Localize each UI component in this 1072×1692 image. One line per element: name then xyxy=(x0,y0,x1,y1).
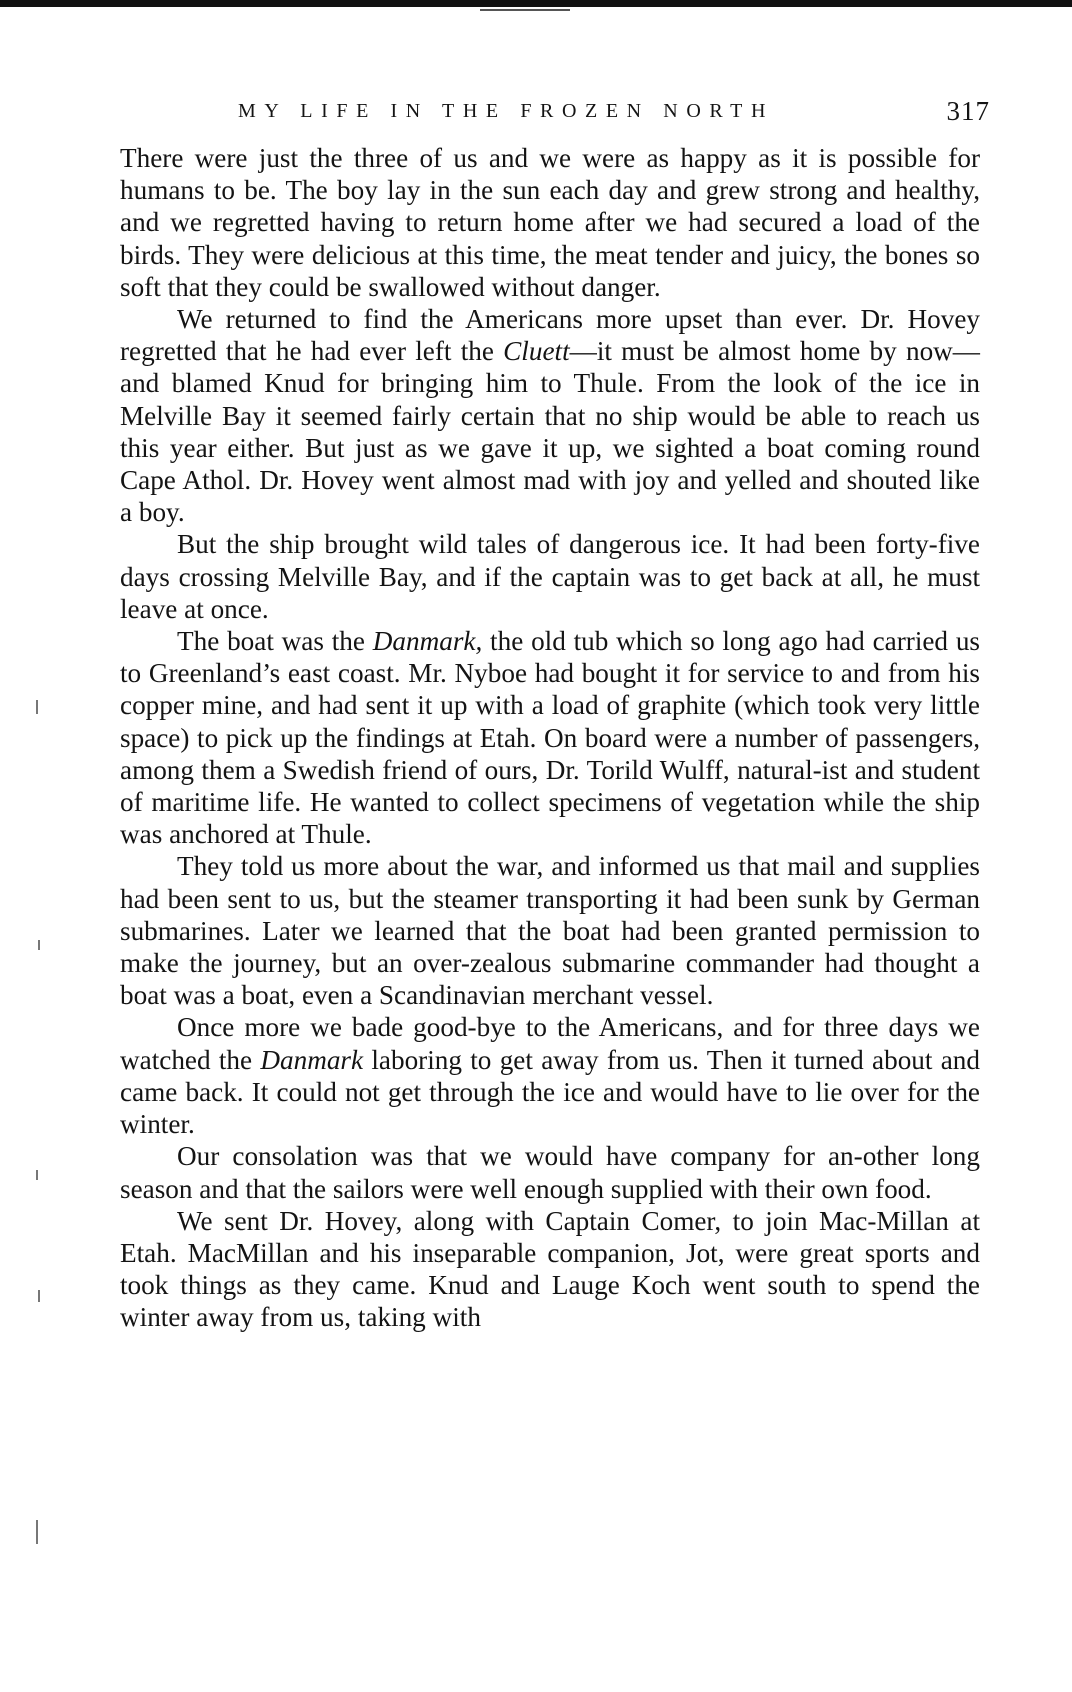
running-title: MY LIFE IN THE FROZEN NORTH xyxy=(238,100,774,122)
paragraph-text: We returned to find the Americans more upset than ever. Dr. Hovey regretted that he had ever left the xyxy=(120,304,980,367)
paragraph: There were just the three of us and we were as happy as it is possible for humans to be. The boy lay in the sun each day and grew strong and healthy, and we regretted having to return home after we had secured a load of the birds. They were delicious at this time, the meat tender and juicy, the bones so soft that they could be swallowed without danger. xyxy=(120,143,980,302)
paragraph xyxy=(120,625,980,850)
margin-speck xyxy=(38,1290,40,1302)
ship-name-italic: Danmark, xyxy=(372,626,483,657)
margin-speck xyxy=(36,700,38,714)
top-scan-border xyxy=(0,0,1072,7)
top-scan-mark xyxy=(480,9,570,11)
margin-speck xyxy=(38,940,40,950)
paragraph xyxy=(120,303,980,528)
paragraph-text: The boat was the xyxy=(177,626,373,657)
paragraph: Our consolation was that we would have company for an-other long season and that the sailors were well enough supplied with their own food. xyxy=(120,1141,980,1204)
body-text xyxy=(120,142,980,1334)
ship-name-italic: Cluett xyxy=(503,336,570,367)
paragraph-text: Once more we bade good-bye to the Americans, and for three days we watched the xyxy=(120,1012,980,1075)
page-number: 317 xyxy=(946,96,990,126)
paragraph: They told us more about the war, and informed us that mail and supplies had been sent to us, but the steamer transporting it had been sunk by German submarines. Later we learned that the boat had been granted permission to make the journey, but an over-zealous submarine commander had thought a boat was a boat, even a Scandinavian merchant vessel. xyxy=(120,851,980,1011)
ship-name-italic: Danmark xyxy=(260,1044,364,1075)
paragraph xyxy=(120,1011,980,1140)
paragraph-text: —it must be almost home by now—and blamed Knud for bringing him to Thule. From the look of the ice in Melville Bay it seemed fairly certain that no ship would be able to reach us this year either. But just as we gave it up, we sighted a boat coming round Cape Athol. Dr. Hovey went almost mad with joy and yelled and shouted like a boy. xyxy=(120,336,980,528)
margin-speck xyxy=(36,1170,38,1180)
running-head xyxy=(120,96,990,130)
paragraph-text: laboring to get away from us. Then it turned about and came back. It could not get through the ice and would have to lie over for the winter. xyxy=(120,1044,980,1140)
paragraph: We sent Dr. Hovey, along with Captain Comer, to join Mac-Millan at Etah. MacMillan and his inseparable companion, Jot, were great sports and took things as they came. Knud and Lauge Koch went south to spend the winter away from us, taking with xyxy=(120,1205,980,1333)
margin-speck xyxy=(36,1520,38,1544)
paragraph: But the ship brought wild tales of dangerous ice. It had been forty-five days crossing Melville Bay, and if the captain was to get back at all, he must leave at once. xyxy=(120,529,980,624)
paragraph-text: the old tub which so long ago had carried us to Greenland’s east coast. Mr. Nyboe had bought it for service to and from his copper mine, and had sent it up with a load of graphite (which took very little space) to pick up the findings at Etah. On board were a number of passengers, among them a Swedish friend of ours, Dr. Torild Wulff, natural-ist and student of maritime life. He wanted to collect specimens of vegetation while the ship was anchored at Thule. xyxy=(120,626,980,850)
